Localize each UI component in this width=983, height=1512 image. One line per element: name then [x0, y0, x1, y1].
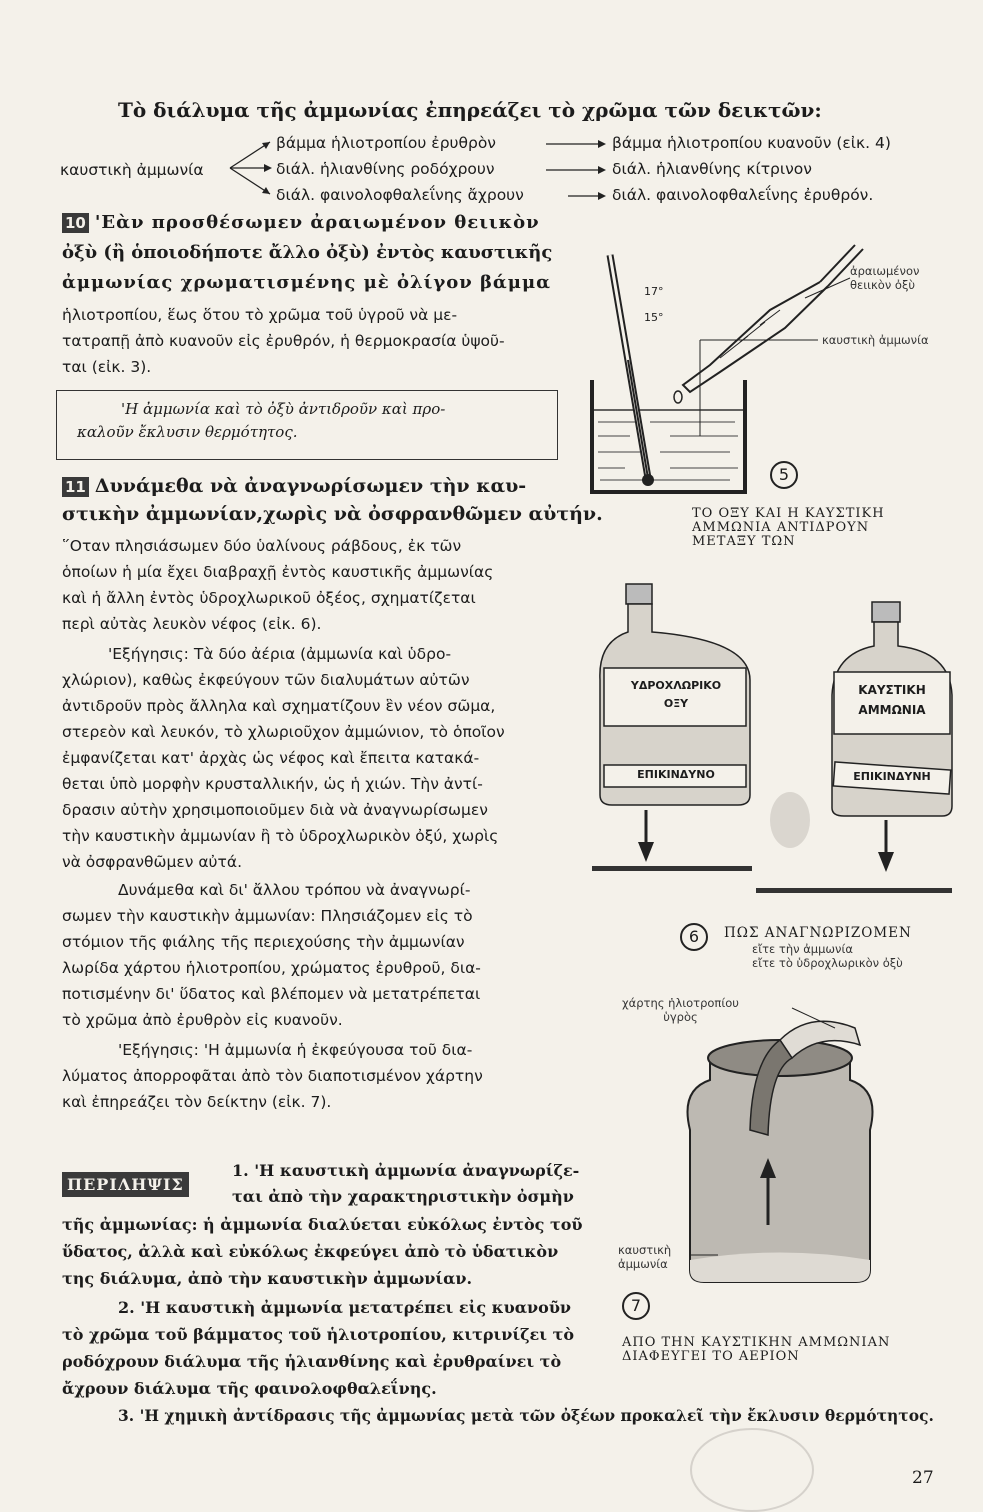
section-11-line: στερεὸν καὶ λευκόν, τὸ χλωριοῦχον ἀμμώνιον, τὸ ὁποῖον	[62, 723, 505, 741]
section-11-line: δρασιν αὐτὴν χρησιμοποιοῦμεν διὰ νὰ ἀναγνωρίσωμεν	[62, 801, 488, 819]
figure-6-caption-lines: εἴτε τὴν ἀμμωνία εἴτε τὸ ὑδροχλωρικὸν ὀξὺ	[752, 942, 903, 970]
label-dilute-acid: ἀραιωμένον θειικὸν ὀξὺ	[850, 264, 920, 292]
section-11-heading-1: 11 Δυνάμεθα νὰ ἀναγνωρίσωμεν τὴν καυ-	[62, 475, 526, 497]
section-11-line: θεται ὑπὸ μορφὴν κρυσταλλικήν, ὡς ἡ χιών. Τὴν ἀντί-	[62, 775, 483, 793]
section-11-line: καὶ ἐπηρεάζει τὸν δείκτην (εἰκ. 7).	[62, 1093, 332, 1111]
branch-arrows-icon	[228, 132, 273, 202]
page-number: 27	[912, 1468, 934, 1488]
note-box: 'Η ἀμμωνία καὶ τὸ ὀξὺ ἀντιδροῦν καὶ προ- καλοῦν ἔκλυσιν θερμότητος.	[56, 390, 558, 460]
section-11-line: ποτισμένην δι' ὕδατος καὶ βλέπομεν νὰ μετατρέπεται	[62, 985, 481, 1003]
figure-6-bottles-illustration	[590, 580, 960, 920]
summary-line: 1. 'Η καυστικὴ ἀμμωνία ἀναγνωρίζε-	[232, 1161, 580, 1180]
section-10-line-3: ἀμμωνίας χρωματισμένης μὲ ὀλίγον βάμμα	[62, 272, 551, 293]
figure-5-caption: ΤΟ ΟΞΥ ΚΑΙ Η ΚΑΥΣΤΙΚΗ ΑΜΜΩΝΙΑ ΑΝΤΙΔΡΟΥΝ ΜΕΤΑΞΥ ΤΩΝ	[692, 506, 885, 549]
figure-7-jar-illustration	[660, 1000, 960, 1290]
section-11-line: χλώριον), καθὼς ἐκφεύγουν τῶν διαλυμάτων αὐτῶν	[62, 671, 470, 689]
section-11-line: σωμεν τὴν καυστικὴν ἀμμωνίαν: Πλησιάζομεν εἰς τὸ	[62, 907, 473, 925]
section-11-line: περὶ αὐτὰς λευκὸν νέφος (εἰκ. 6).	[62, 615, 322, 633]
temp-low-label: 15°	[644, 311, 664, 324]
summary-line: ἄχρουν διάλυμα τῆς φαινολοφθαλεΐνης.	[62, 1379, 437, 1398]
section-10-line-4: ἡλιοτροπίου, ἕως ὅτου τὸ χρῶμα τοῦ ὑγροῦ νὰ με-	[62, 306, 458, 324]
section-10-line-1: 10 'Εὰν προσθέσωμεν ἀραιωμένον θειικὸν	[62, 212, 540, 233]
summary-badge: ΠΕΡΙΛΗΨΙΣ	[62, 1172, 189, 1197]
temp-high-label: 17°	[644, 285, 664, 298]
indicator-from-1: βάμμα ἡλιοτροπίου ἐρυθρὸν	[276, 134, 496, 152]
bottle-ammonia-label: ΚΑΥΣΤΙΚΗ ΑΜΜΩΝΙΑ	[858, 683, 926, 717]
section-11-line: τὸ χρῶμα ἀπὸ ἐρυθρὸν εἰς κυανοῦν.	[62, 1011, 343, 1029]
summary-line: τὸ χρῶμα τοῦ βάμματος τοῦ ἡλιοτροπίου, κιτρινίζει τὸ	[62, 1325, 575, 1344]
figure-7-caption: ΑΠΟ ΤΗΝ ΚΑΥΣΤΙΚΗΝ ΑΜΜΩΝΙΑΝ ΔΙΑΦΕΥΓΕΙ ΤΟ ΑΕΡΙΟΝ	[622, 1335, 891, 1364]
label-caustic-ammonia-fig5: καυστικὴ ἀμμωνία	[822, 333, 929, 347]
section-11-line: καὶ ἡ ἄλλη ἐντὸς ὑδροχλωρικοῦ ὀξέος, σχηματίζεται	[62, 589, 476, 607]
indicator-to-2: διάλ. ἡλιανθίνης κίτρινον	[612, 160, 812, 178]
section-11-line: ῞Οταν πλησιάσωμεν δύο ὑαλίνους ράβδους, ἐκ τῶν	[62, 537, 462, 555]
section-11-line: λύματος ἀπορροφᾶται ἀπὸ τὸν διαποτισμένον χάρτην	[62, 1067, 483, 1085]
section-11-badge: 11	[62, 477, 89, 497]
indicator-to-1: βάμμα ἡλιοτροπίου κυανοῦν (εἰκ. 4)	[612, 134, 891, 152]
label-caustic-ammonia-fig7: καυστικὴ ἀμμωνία	[618, 1243, 672, 1271]
indicator-from-3: διάλ. φαινολοφθαλεΐνης ἄχρουν	[276, 186, 524, 204]
section-11-line: ἀντιδροῦν πρὸς ἄλληλα καὶ σχηματίζουν ἓν νέον σῶμα,	[62, 697, 496, 715]
section-11-line: στόμιον τῆς φιάλης τῆς περιεχούσης τὴν ἀμμωνίαν	[62, 933, 465, 951]
page-title: Τὸ διάλυμα τῆς ἀμμωνίας ἐπηρεάζει τὸ χρῶμα τῶν δεικτῶν:	[118, 98, 822, 122]
figure-7-number: 7	[622, 1292, 650, 1320]
section-11-line: Δυνάμεθα καὶ δι' ἄλλου τρόπου νὰ ἀναγνωρί-	[118, 881, 471, 899]
label-litmus-paper: χάρτης ἡλιοτροπίου ὑγρὸς	[622, 996, 739, 1024]
section-10-line-6: ται (εἰκ. 3).	[62, 358, 152, 376]
section-10-line-5: τατραπῇ ἀπὸ κυανοῦν εἰς ἐρυθρόν, ἡ θερμοκρασία ὑψοῦ-	[62, 332, 505, 350]
figure-5-number: 5	[770, 461, 798, 489]
summary-line: τῆς ἀμμωνίας: ἡ ἀμμωνία διαλύεται εὐκόλως ἐντὸς τοῦ	[62, 1215, 583, 1234]
summary-line: της διάλυμα, ἀπὸ τὴν καυστικὴν ἀμμωνίαν.	[62, 1269, 473, 1288]
section-11-line: ὁποίων ἡ μία ἔχει διαβραχῇ ἐντὸς καυστικῆς ἀμμωνίας	[62, 563, 494, 581]
figure-6-caption-title: ΠΩΣ ΑΝΑΓΝΩΡΙΖΟΜΕΝ	[724, 925, 912, 941]
figure-6-number: 6	[680, 923, 708, 951]
bottle-ammonia-warning: ΕΠΙΚΙΝΔΥΝΗ	[853, 770, 931, 783]
section-11-heading-2: στικὴν ἀμμωνίαν,χωρὶς νὰ ὀσφρανθῶμεν αὐτήν.	[62, 503, 603, 525]
summary-line: 3. 'Η χημικὴ ἀντίδρασις τῆς ἀμμωνίας μετὰ τῶν ὀξέων προκαλεῖ τὴν ἔκλυσιν θερμότητος.	[118, 1406, 934, 1425]
section-10-badge: 10	[62, 213, 89, 233]
section-11-line: ἐμφανίζεται κατ' ἀρχὰς ὡς νέφος καὶ ἔπειτα κατακά-	[62, 749, 480, 767]
section-11-line: 'Εξήγησις: 'Η ἀμμωνία ἡ ἐκφεύγουσα τοῦ δια-	[118, 1041, 473, 1059]
section-11-line: νὰ ὀσφρανθῶμεν αὐτά.	[62, 853, 242, 871]
indicator-from-2: διάλ. ἡλιανθίνης ροδόχρουν	[276, 160, 495, 178]
section-11-line: τὴν καυστικὴν ἀμμωνίαν ἢ τὸ ὑδροχλωρικὸν ὀξύ, χωρὶς	[62, 827, 499, 845]
caustic-ammonia-label: καυστικὴ ἀμμωνία	[60, 161, 204, 179]
summary-line: ὕδατος, ἀλλὰ καὶ εὐκόλως ἐκφεύγει ἀπὸ τὸ ὑδατικὸν	[62, 1242, 559, 1261]
summary-line: 2. 'Η καυστικὴ ἀμμωνία μετατρέπει εἰς κυανοῦν	[118, 1298, 572, 1317]
section-10-line-2: ὀξὺ (ἢ ὁποιοδήποτε ἄλλο ὀξὺ) ἐντὸς καυστικῆς	[62, 242, 553, 263]
summary-line: ροδόχρουν διάλυμα τῆς ἡλιανθίνης καὶ ἐρυθραίνει τὸ	[62, 1352, 562, 1371]
section-11-line: λωρίδα χάρτου ἡλιοτροπίου, χρώματος ἐρυθροῦ, δια-	[62, 959, 481, 977]
library-stamp	[690, 1428, 814, 1512]
section-11-line: 'Εξήγησις: Τὰ δύο ἀέρια (ἀμμωνία καὶ ὑδρο-	[108, 645, 452, 663]
summary-line: ται ἀπὸ τὴν χαρακτηριστικὴν ὀσμὴν	[232, 1187, 574, 1206]
result-arrows-icon	[542, 136, 612, 206]
bottle-hcl-warning: ΕΠΙΚΙΝΔΥΝΟ	[637, 768, 715, 781]
bottle-hcl-label: ΥΔΡΟΧΛΩΡΙΚΟ ΟΞΥ	[630, 679, 722, 710]
indicator-to-3: διάλ. φαινολοφθαλεΐνης ἐρυθρόν.	[612, 186, 874, 204]
